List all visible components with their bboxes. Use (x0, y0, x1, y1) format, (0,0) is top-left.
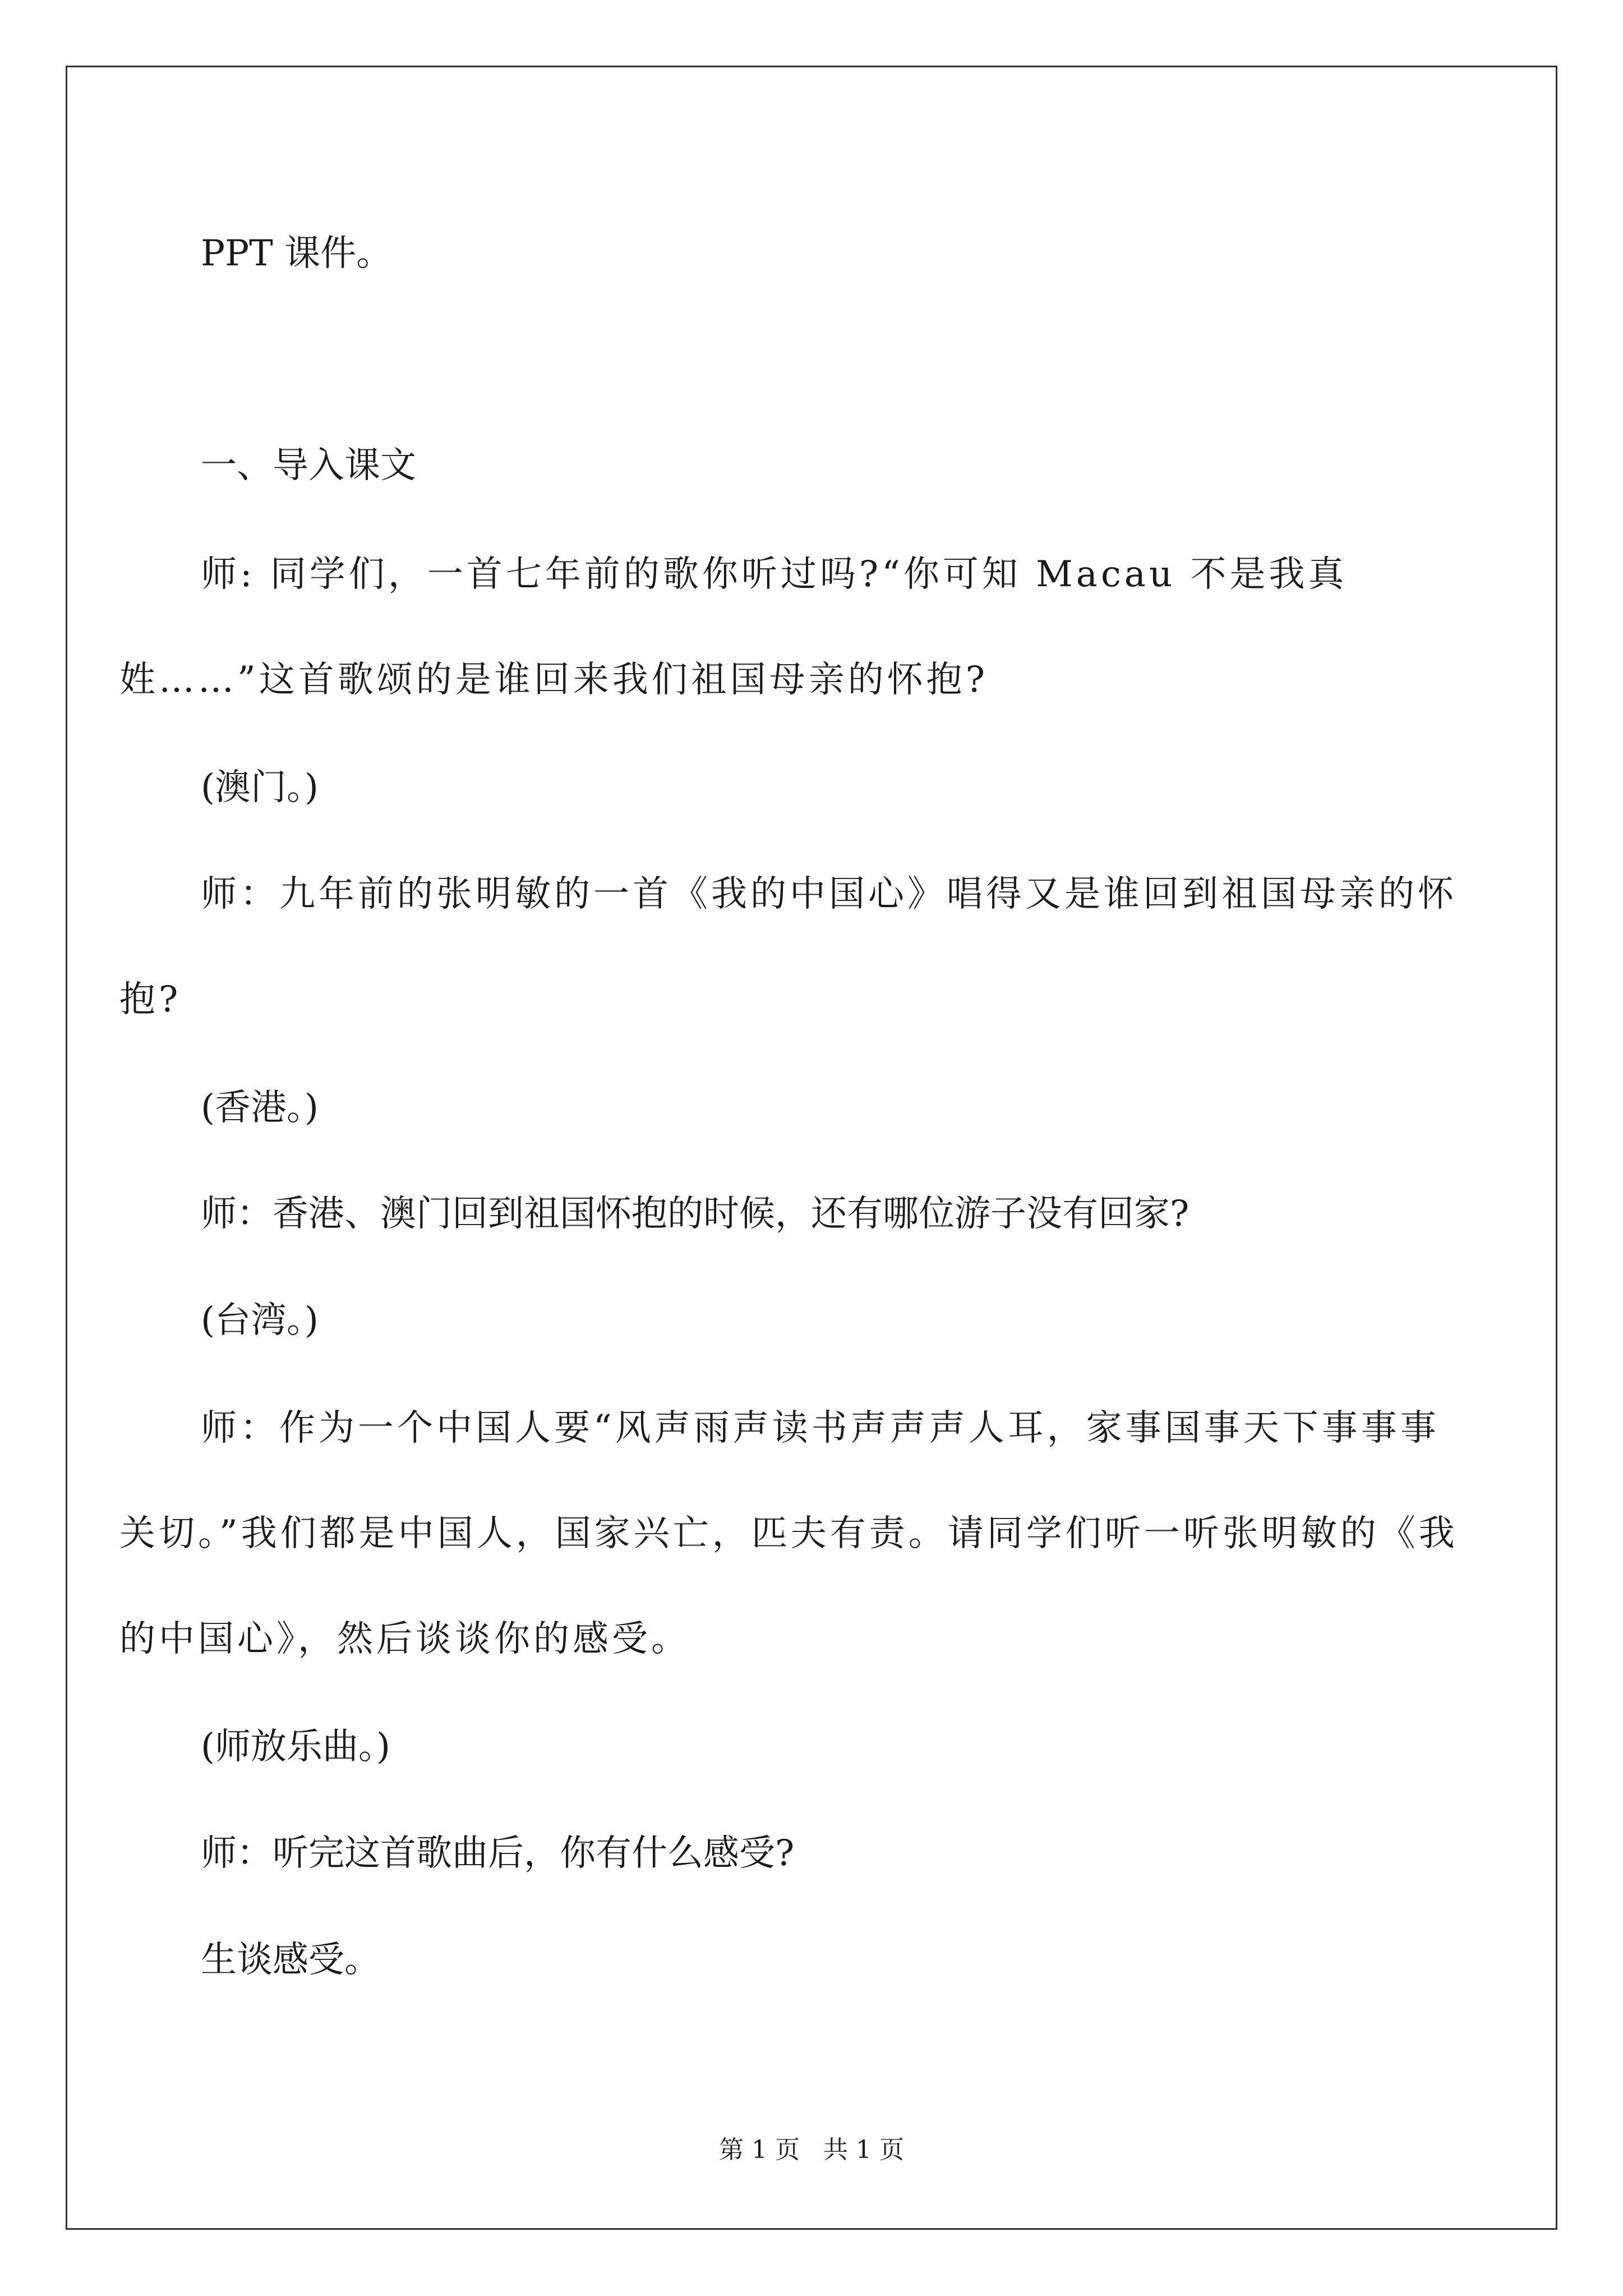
paragraph-teacher-3: 师：香港、澳门回到祖国怀抱的时候，还有哪位游子没有回家? (201, 1193, 1189, 1235)
paragraph-teacher-1: 师: 同学们，一首七年前的歌你听过吗?“你可知 Macau 不是我真姓……”这首歌颂的是谁回来我们祖国母亲的怀抱? (119, 554, 1348, 701)
paragraph-teacher-4: 师：作为一个中国人要“风声雨声读书声声声人耳，家事国事天下事事事关切。”我们都是中国人，国家兴亡，匹夫有责。请同学们听一听张明敏的《我的中国心》，然后谈谈你的感受。 (119, 1407, 1458, 1660)
paragraph-teacher-2: 师：九年前的张明敏的一首《我的中国心》唱得又是谁回到祖国母亲的怀抱? (119, 873, 1457, 1020)
paragraph-answer-2: (香港。) (201, 1087, 319, 1129)
page-footer: 第 1 页 共 1 页 (719, 2136, 904, 2164)
paragraph-materials: PPT 课件。 (201, 233, 393, 274)
paragraph-teacher-5: 师：听完这首歌曲后，你有什么感受? (201, 1833, 795, 1874)
section-heading: 一、导入课文 (201, 445, 416, 486)
page-border (66, 66, 1557, 2230)
paragraph-answer-3: (台湾。) (201, 1300, 319, 1341)
paragraph-music: (师放乐曲。) (201, 1726, 390, 1768)
paragraph-answer-1: (澳门。) (201, 767, 319, 808)
paragraph-student: 生谈感受。 (201, 1939, 380, 1981)
